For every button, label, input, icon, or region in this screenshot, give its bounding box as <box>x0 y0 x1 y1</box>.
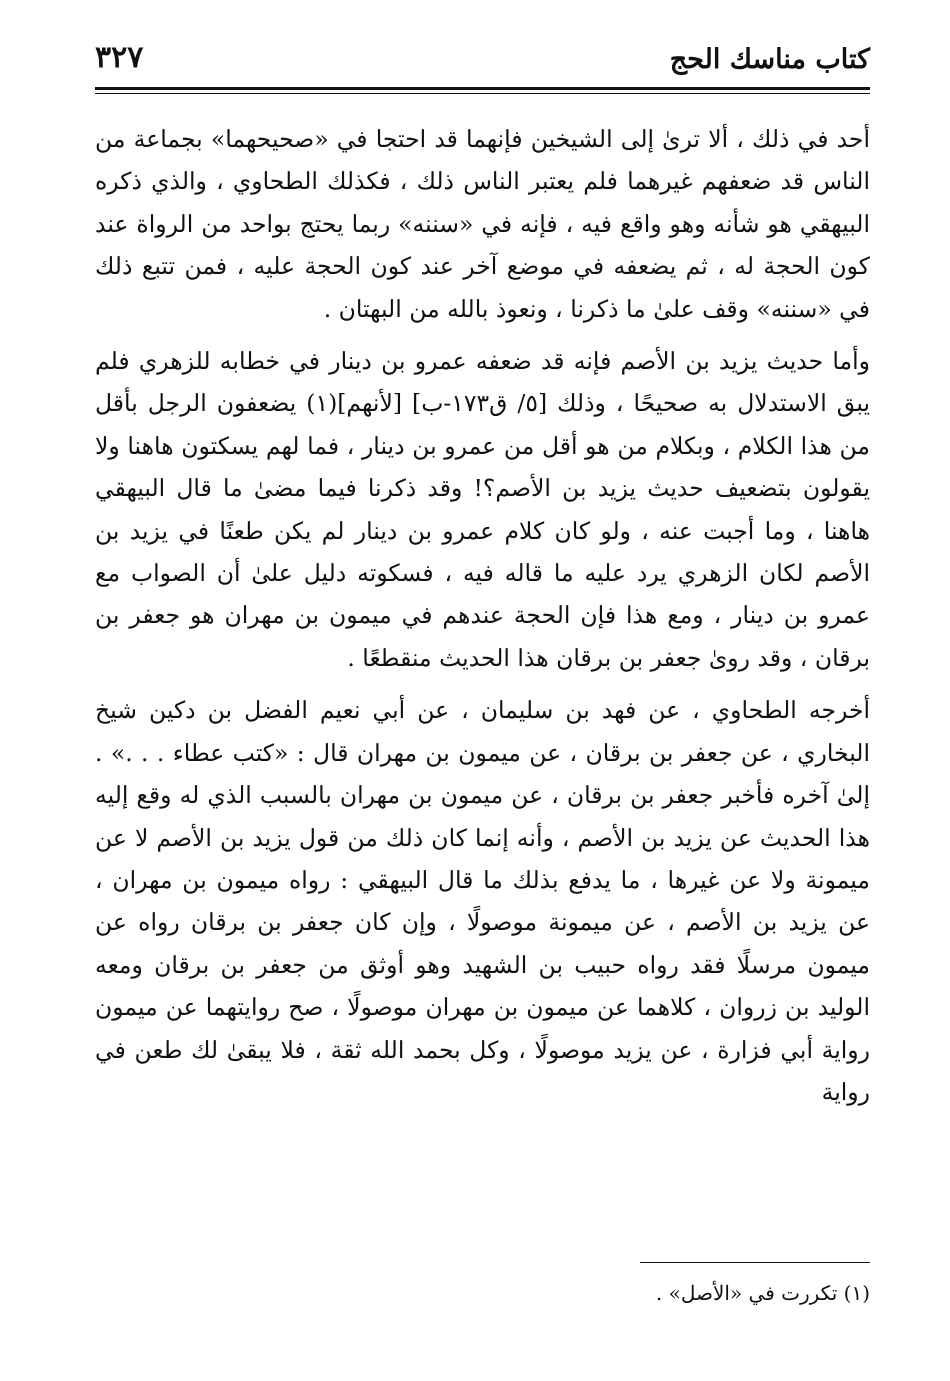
paragraph-3: أخرجه الطحاوي ، عن فهد بن سليمان ، عن أبي نعيم الفضل بن دكين شيخ البخاري ، عن جعفر بن برقان ، عن ميمون بن مهران قال : «كتب عطاء . . .» . إلىٰ آخره فأخبر جعفر بن برقان ، عن ميمون بن مهران بالسبب الذي له وقع إليه هذا الحديث عن يزيد بن الأصم ، وأنه إنما كان ذلك من قول يزيد بن الأصم لا عن ميمونة ولا عن غيرها ، ما يدفع بذلك ما قال البيهقي : رواه ميمون بن مهران ، عن يزيد بن الأصم ، عن ميمونة موصولًا ، وإن كان جعفر بن برقان رواه عن ميمون مرسلًا فقد رواه حبيب بن الشهيد وهو أوثق من جعفر بن برقان ومعه الوليد بن زروان ، كلاهما عن ميمون بن مهران موصولًا ، صح روايتهما عن ميمون رواية أبي فزارة ، عن يزيد موصولًا ، وكل بحمد الله ثقة ، فلا يبقىٰ لك طعن في رواية <box>95 696 870 1106</box>
header-rule-thin <box>95 93 870 94</box>
running-title: كتاب مناسك الحج <box>669 44 870 75</box>
paragraph-1: أحد في ذلك ، ألا ترىٰ إلى الشيخين فإنهما قد احتجا في «صحيحهما» بجماعة من الناس قد ضعفهم غيرهما فلم يعتبر الناس ذلك ، فكذلك الطحاوي ، والذي ذكره البيهقي هو شأنه وهو واقع فيه ، فإنه في «سننه» ربما يحتج بواحد من الرواة عند كون الحجة له ، ثم يضعفه في موضع آخر عند كون الحجة عليه ، فمن تتبع ذلك في «سننه» وقف علىٰ ما ذكرنا ، ونعوذ بالله من البهتان . <box>95 125 870 323</box>
main-text <box>95 118 870 1113</box>
header-rule <box>95 87 870 90</box>
paragraph-2: وأما حديث يزيد بن الأصم فإنه قد ضعفه عمرو بن دينار في خطابه للزهري فلم يبق الاستدلال به صحيحًا ، وذلك [٥/ ق١٧٣-ب] [لأنهم](١) يضعفون الرجل بأقل من هذا الكلام ، وبكلام من هو أقل من عمرو بن دينار ، فما لهم يسكتون هاهنا ولا يقولون بتضعيف حديث يزيد بن الأصم؟! وقد ذكرنا فيما مضىٰ ما قال البيهقي هاهنا ، وما أجبت عنه ، ولو كان كلام عمرو بن دينار لم يكن طعنًا في يزيد بن الأصم لكان الزهري يرد عليه ما قاله فيه ، فسكوته دليل علىٰ أن الصواب مع عمرو بن دينار ، ومع هذا فإن الحجة عندهم في ميمون بن مهران هو جعفر بن برقان ، وقد روىٰ جعفر بن برقان هذا الحديث منقطعًا . <box>95 347 870 672</box>
page-number: ٣٢٧ <box>95 40 144 75</box>
footnote-separator <box>640 1262 870 1263</box>
page-header <box>95 38 870 88</box>
footnote: (١) تكررت في «الأصل» . <box>655 1281 870 1305</box>
